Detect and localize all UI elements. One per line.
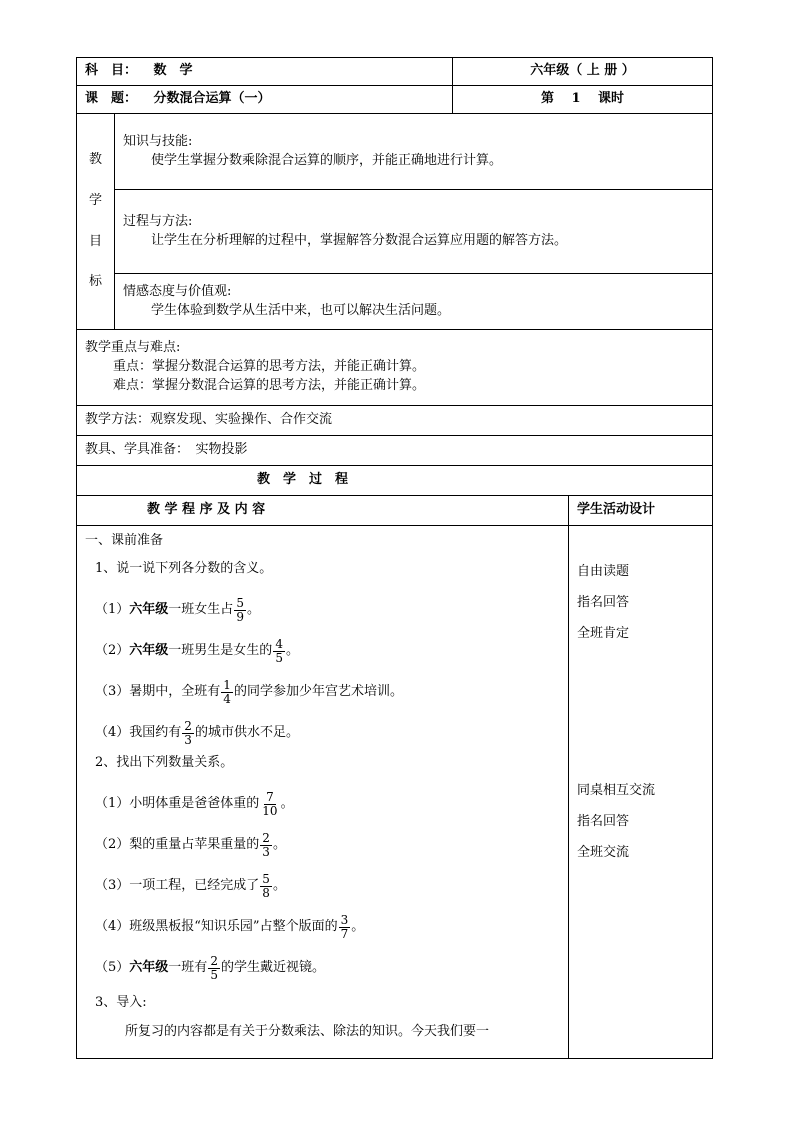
fraction-item (85, 590, 560, 631)
objective-row-process (77, 190, 713, 274)
fraction-denominator: 10 (262, 804, 278, 818)
objective-row-knowledge (77, 114, 713, 190)
item-bold-text: 六年级 (129, 602, 169, 618)
item-bold-text: 六年级 (129, 960, 169, 976)
item-suffix: 的城市供水不足。 (194, 725, 299, 741)
objective-knowledge (115, 114, 713, 190)
fraction (260, 791, 279, 817)
item-text: 一班有 (168, 960, 208, 976)
fraction-item (85, 948, 560, 989)
item-suffix: 。 (246, 602, 260, 618)
activity-item: 全班肯定 (577, 626, 630, 641)
key-point: 重点：掌握分数混合运算的思考方法，并能正确计算。 (113, 359, 426, 375)
fraction-item (85, 631, 560, 672)
subject-cell (77, 58, 453, 86)
item-number: （4） (95, 725, 130, 741)
question-2: 2、找出下列数量关系。 (95, 755, 234, 770)
item-suffix: 。 (272, 878, 286, 894)
fraction (208, 955, 220, 981)
item-number: （5） (95, 960, 130, 976)
objective-row-attitude (77, 274, 713, 330)
objective-process (115, 190, 713, 274)
lesson-plan-table (76, 57, 713, 1059)
fraction-item (85, 825, 560, 866)
item-suffix: 。 (285, 643, 299, 659)
fraction-numerator: 5 (236, 596, 244, 611)
fraction-numerator: 1 (223, 678, 231, 693)
fraction-item (85, 672, 560, 713)
fraction (234, 597, 246, 623)
fraction (273, 638, 285, 664)
process-title: 教 学 过 程 (77, 466, 713, 496)
objective-text: 学生体验到数学从生活中来，也可以解决生活问题。 (151, 302, 451, 318)
fraction-denominator: 4 (223, 692, 231, 706)
activity-item: 同桌相互交流 (577, 783, 656, 798)
fraction-denominator: 9 (236, 610, 244, 624)
item-suffix: 的同学参加少年宫艺术培训。 (233, 684, 403, 700)
subject-value: 数 学 (153, 63, 193, 79)
key-points-cell (77, 330, 713, 406)
activity-item: 指名回答 (577, 595, 630, 610)
grade-cell: 六年级（ 上 册 ） (453, 58, 713, 86)
item-text: 我国约有 (129, 725, 182, 741)
fraction-item (85, 784, 560, 825)
topic-cell (77, 86, 453, 114)
fraction-denominator: 7 (340, 927, 349, 941)
objective-text: 使学生掌握分数乘除混合运算的顺序，并能正确地进行计算。 (151, 152, 503, 168)
item-number: （4） (95, 919, 130, 935)
item-text: 一班男生是女生的 (168, 643, 273, 659)
item-bold-text: 六年级 (129, 643, 169, 659)
item-number: （2） (95, 837, 130, 853)
process-header-row (77, 496, 713, 526)
item-text: 一项工程，已经完成了 (129, 878, 260, 894)
subject-label: 科 目： (85, 63, 138, 79)
objective-attitude (115, 274, 713, 330)
key-points-title: 教学重点与难点: (85, 340, 181, 356)
fraction-denominator: 3 (184, 733, 192, 747)
objectives-side-label: 教 学 目 标 (77, 114, 115, 330)
activity-item: 全班交流 (577, 845, 630, 860)
lesson-number-cell: 第 1 课时 (453, 86, 713, 114)
objective-title: 过程与方法: (123, 213, 193, 229)
key-points-row (77, 330, 713, 406)
fraction-numerator: 2 (262, 831, 270, 846)
fraction-denominator: 5 (210, 968, 218, 982)
question-1-list (85, 590, 560, 754)
fraction-item (85, 713, 560, 754)
fraction-numerator: 4 (275, 637, 283, 652)
process-content (77, 526, 569, 1059)
item-suffix: 的学生戴近视镜。 (220, 960, 325, 976)
question-1: 1、说一说下列各分数的含义。 (95, 561, 273, 576)
fraction-numerator: 7 (266, 790, 274, 805)
item-number: （1） (95, 602, 130, 618)
fraction-denominator: 8 (262, 886, 270, 900)
fraction-item (85, 866, 560, 907)
tools-cell: 教具、学具准备： 实物投影 (77, 436, 713, 466)
header-row-topic (77, 86, 713, 114)
question-2-list (85, 784, 560, 989)
fraction-numerator: 3 (340, 913, 349, 928)
fraction (221, 679, 233, 705)
process-header-right: 学生活动设计 (569, 496, 713, 526)
item-text: 暑期中，全班有 (129, 684, 221, 700)
method-row (77, 406, 713, 436)
difficult-point: 难点：掌握分数混合运算的思考方法，并能正确计算。 (113, 377, 426, 393)
activity-item: 指名回答 (577, 814, 630, 829)
item-number: （2） (95, 643, 130, 659)
fraction-item (85, 907, 560, 948)
fraction-denominator: 5 (275, 651, 283, 665)
fraction (260, 873, 272, 899)
fraction-numerator: 2 (210, 954, 218, 969)
lesson-plan (76, 57, 712, 1059)
item-text: 梨的重量占苹果重量的 (129, 837, 260, 853)
question-3-text: 所复习的内容都是有关于分数乘法、除法的知识。今天我们要一 (125, 1024, 490, 1039)
tools-row (77, 436, 713, 466)
item-number: （3） (95, 684, 130, 700)
process-content-row (77, 526, 713, 1059)
objective-title: 知识与技能: (123, 133, 193, 149)
activity-item: 自由读题 (577, 564, 630, 579)
item-suffix: 。 (280, 796, 294, 812)
process-header-left: 教 学 程 序 及 内 容 (77, 496, 569, 526)
item-text: 小明体重是爸爸体重的 (129, 796, 260, 812)
objective-text: 让学生在分析理解的过程中，掌握解答分数混合运算应用题的解答方法。 (151, 232, 568, 248)
fraction (260, 832, 272, 858)
header-row-subject (77, 58, 713, 86)
method-cell: 教学方法：观察发现、实验操作、合作交流 (77, 406, 713, 436)
fraction-denominator: 3 (262, 845, 270, 859)
fraction-numerator: 5 (262, 872, 270, 887)
process-title-row (77, 466, 713, 496)
objective-title: 情感态度与价值观: (123, 283, 232, 299)
item-number: （3） (95, 878, 130, 894)
section-heading: 一、课前准备 (85, 533, 164, 548)
fraction (182, 720, 194, 746)
question-3: 3、导入: (95, 995, 147, 1010)
topic-label: 课 题： (85, 91, 138, 107)
fraction-numerator: 2 (184, 719, 192, 734)
activities-column (569, 526, 713, 1059)
fraction (339, 914, 351, 940)
item-suffix: 。 (272, 837, 286, 853)
item-text: 一班女生占 (168, 602, 234, 618)
item-number: （1） (95, 796, 130, 812)
item-text: 班级黑板报“知识乐园”占整个版面的 (129, 919, 338, 935)
item-suffix: 。 (351, 919, 365, 935)
topic-value: 分数混合运算（一） (153, 91, 271, 107)
